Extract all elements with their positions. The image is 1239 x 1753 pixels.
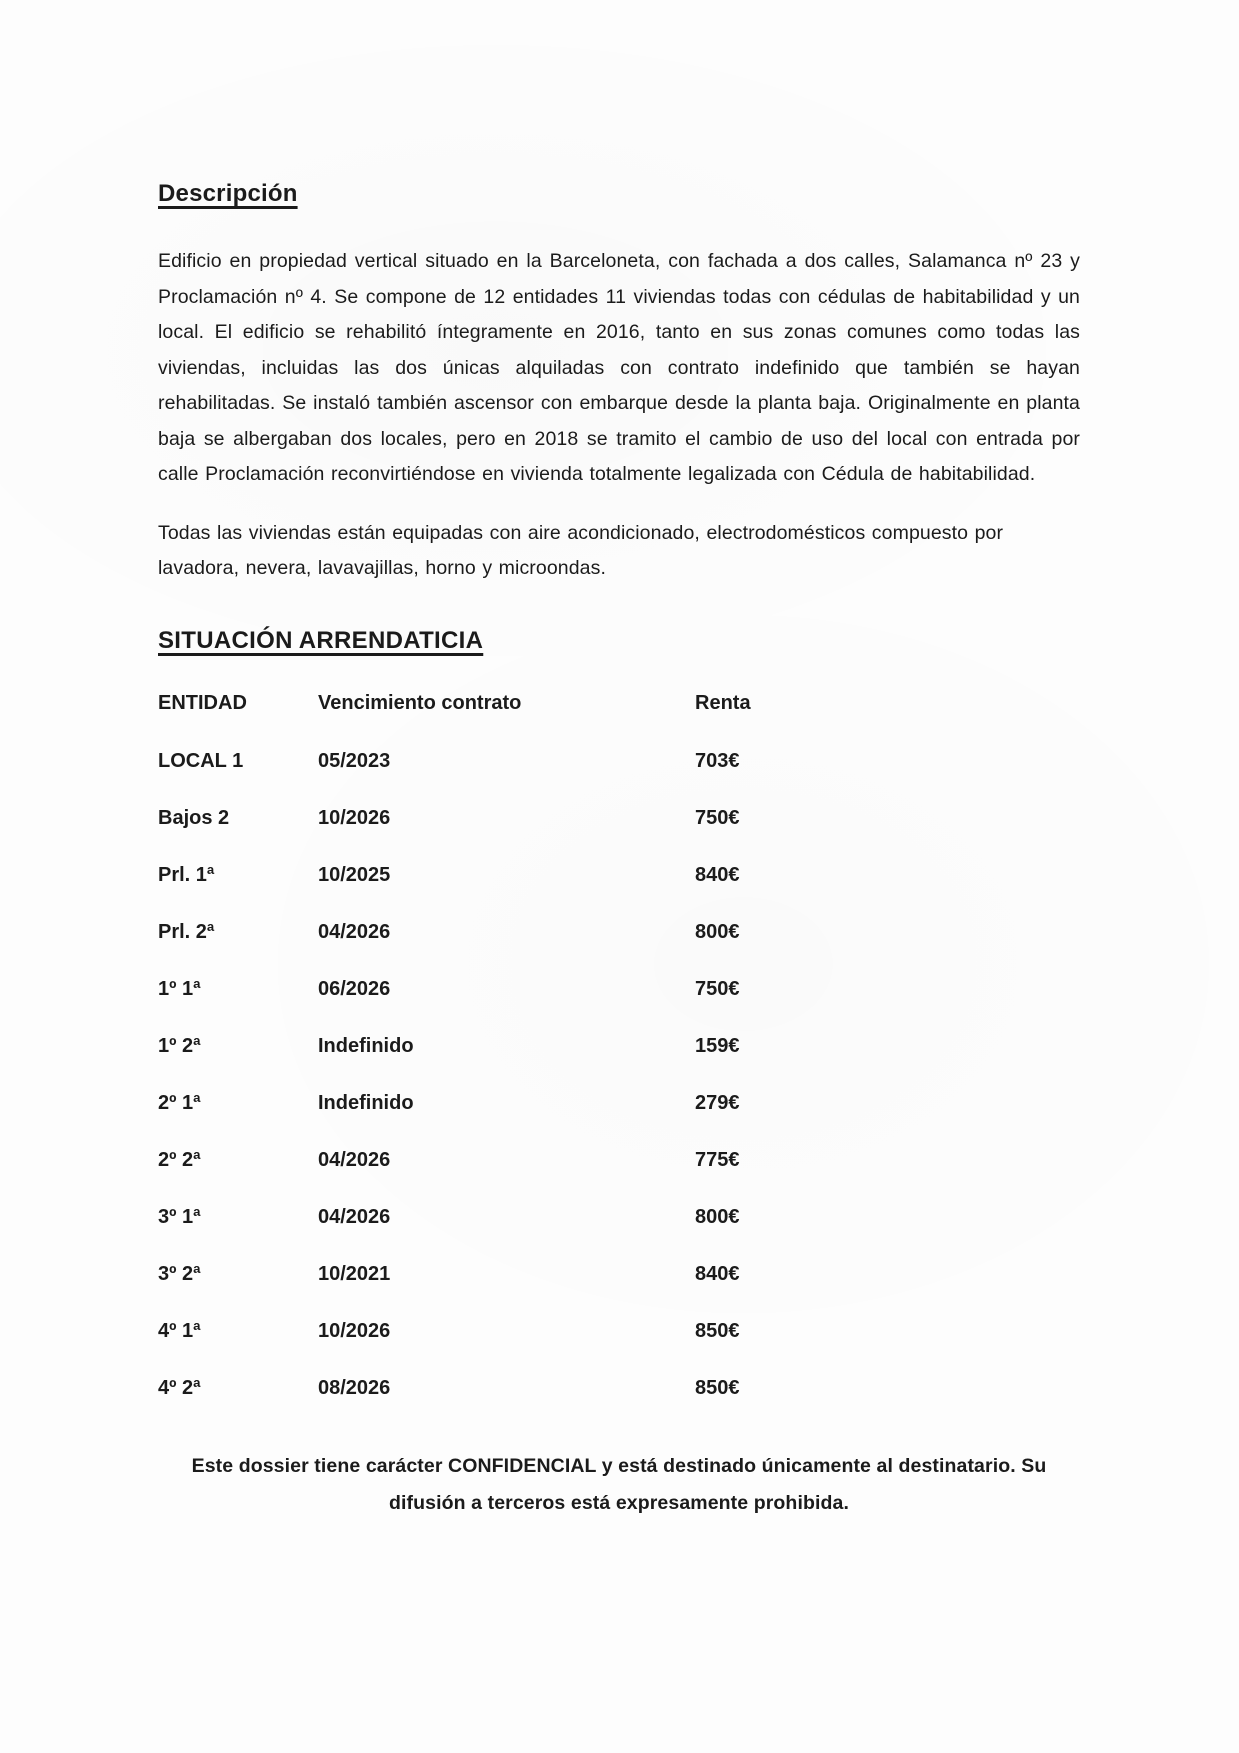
- renta-cell: 800€: [695, 920, 740, 943]
- entidad-cell: Prl. 1ª: [158, 863, 215, 886]
- entidad-cell: 2º 2ª: [158, 1148, 201, 1171]
- table-row: [158, 1034, 1080, 1058]
- entidad-cell: 2º 1ª: [158, 1091, 201, 1114]
- section-heading-situacion-arrendaticia: SITUACIÓN ARRENDATICIA: [158, 626, 484, 654]
- vencimiento-cell: Indefinido: [318, 1034, 414, 1057]
- column-header-renta: Renta: [695, 691, 751, 714]
- renta-cell: 159€: [695, 1034, 740, 1057]
- vencimiento-cell: Indefinido: [318, 1091, 414, 1114]
- entidad-cell: LOCAL 1: [158, 749, 244, 772]
- entidad-cell: Bajos 2: [158, 806, 230, 829]
- renta-cell: 703€: [695, 749, 740, 772]
- table-row: [158, 863, 1080, 887]
- table-row: [158, 977, 1080, 1001]
- renta-cell: 850€: [695, 1319, 740, 1342]
- table-row: [158, 1091, 1080, 1115]
- vencimiento-cell: 04/2026: [318, 1148, 391, 1171]
- vencimiento-cell: 10/2026: [318, 806, 391, 829]
- renta-cell: 775€: [695, 1148, 740, 1171]
- vencimiento-cell: 04/2026: [318, 920, 391, 943]
- entidad-cell: 1º 2ª: [158, 1034, 201, 1057]
- paragraph-building-description: Edificio en propiedad vertical situado en la Barceloneta, con fachada a dos calles, Salamanca nº 23 y Proclamación nº 4. Se compone de 12 entidades 11 viviendas todas con cédulas de habitabilidad y un local. El edificio se rehabilitó íntegramente en 2016, tanto en sus zonas comunes como todas las viviendas, incluidas las dos únicas alquiladas con contrato indefinido que también se hayan rehabilitadas. Se instaló también ascensor con embarque desde la planta baja. Originalmente en planta baja se albergaban dos locales, pero en 2018 se tramito el cambio de uso del local con entrada por calle Proclamación reconvirtiéndose en vivienda totalmente legalizada con Cédula de habitabilidad.: [158, 250, 1080, 485]
- vencimiento-cell: 10/2021: [318, 1262, 391, 1285]
- table-row: [158, 1205, 1080, 1229]
- entidad-cell: 4º 1ª: [158, 1319, 201, 1342]
- table-row: [158, 806, 1080, 830]
- entidad-cell: 4º 2ª: [158, 1376, 201, 1399]
- vencimiento-cell: 10/2025: [318, 863, 391, 886]
- rental-table: [158, 691, 1080, 1400]
- paragraph-equipment: Todas las viviendas están equipadas con aire acondicionado, electrodomésticos compuesto por lavadora, nevera, lavavajillas, horno y microondas.: [158, 521, 1004, 579]
- vencimiento-cell: 06/2026: [318, 977, 391, 1000]
- table-row: [158, 749, 1080, 773]
- table-row: [158, 1148, 1080, 1172]
- confidentiality-notice: Este dossier tiene carácter CONFIDENCIAL y está destinado únicamente al destinatario. Su difusión a terceros está expresamente prohibida.: [191, 1455, 1047, 1514]
- renta-cell: 840€: [695, 863, 740, 886]
- renta-cell: 750€: [695, 977, 740, 1000]
- vencimiento-cell: 05/2023: [318, 749, 391, 772]
- renta-cell: 279€: [695, 1091, 740, 1114]
- column-header-vencimiento: Vencimiento contrato: [318, 691, 522, 714]
- vencimiento-cell: 04/2026: [318, 1205, 391, 1228]
- table-row: [158, 1262, 1080, 1286]
- renta-cell: 840€: [695, 1262, 740, 1285]
- table-row: [158, 1376, 1080, 1400]
- vencimiento-cell: 10/2026: [318, 1319, 391, 1342]
- section-heading-descripcion: Descripción: [158, 180, 298, 207]
- rental-table-body: [158, 749, 1080, 1400]
- table-header-row: [158, 691, 1080, 715]
- entidad-cell: 3º 1ª: [158, 1205, 201, 1228]
- entidad-cell: Prl. 2ª: [158, 920, 215, 943]
- vencimiento-cell: 08/2026: [318, 1376, 391, 1399]
- renta-cell: 850€: [695, 1376, 740, 1399]
- table-row: [158, 1319, 1080, 1343]
- renta-cell: 750€: [695, 806, 740, 829]
- document-content: [158, 0, 1080, 1433]
- column-header-entidad: ENTIDAD: [158, 691, 247, 714]
- table-row: [158, 920, 1080, 944]
- renta-cell: 800€: [695, 1205, 740, 1228]
- entidad-cell: 3º 2ª: [158, 1262, 201, 1285]
- entidad-cell: 1º 1ª: [158, 977, 201, 1000]
